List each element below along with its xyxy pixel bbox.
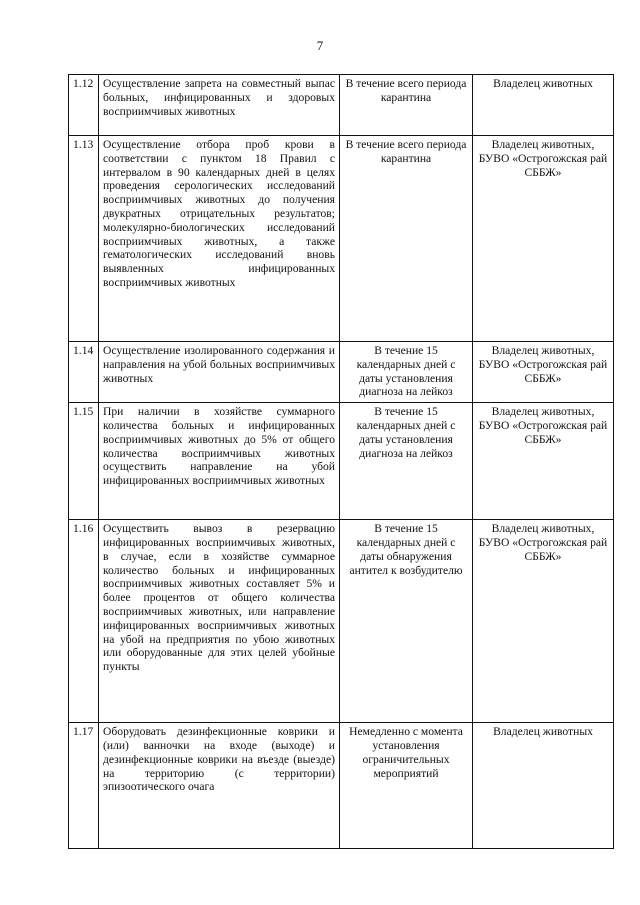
- measures-table: [68, 74, 614, 849]
- action-cell: Оборудовать дезинфекционные коврики и (или) ванночки на входе (выходе) и дезинфекционные коврики на въезде (выезде) на территорию (с территории) эпизоотического очага: [99, 723, 340, 849]
- term-cell: В течение всего периода карантина: [340, 75, 473, 136]
- term-cell: Немедленно с момента установления ограничительных мероприятий: [340, 723, 473, 849]
- table-row: [69, 342, 614, 403]
- row-number: 1.16: [69, 520, 99, 723]
- term-cell: В течение 15 календарных дней с даты обнаружения антител к возбудителю: [340, 520, 473, 723]
- responsible-cell: Владелец животных: [473, 723, 614, 849]
- term-cell: В течение всего периода карантина: [340, 136, 473, 342]
- responsible-cell: Владелец животных, БУВО «Острогожская рай СББЖ»: [473, 342, 614, 403]
- term-cell: В течение 15 календарных дней с даты установления диагноза на лейкоз: [340, 403, 473, 520]
- table-row: [69, 520, 614, 723]
- table-row: [69, 723, 614, 849]
- action-cell: Осуществление отбора проб крови в соответствии с пунктом 18 Правил с интервалом в 90 календарных дней в целях проведения серологических исследований восприимчивых животных до получения двукратных отрицательных результатов; молекулярно-биологических исследований восприимчивых животных, а также гематологических исследований вновь выявленных инфицированных восприимчивых животных: [99, 136, 340, 342]
- term-cell: В течение 15 календарных дней с даты установления диагноза на лейкоз: [340, 342, 473, 403]
- page-number: 7: [316, 38, 324, 53]
- responsible-cell: Владелец животных, БУВО «Острогожская рай СББЖ»: [473, 136, 614, 342]
- row-number: 1.15: [69, 403, 99, 520]
- responsible-cell: Владелец животных: [473, 75, 614, 136]
- action-cell: При наличии в хозяйстве суммарного количества больных и инфицированных восприимчивых животных до 5% от общего количества восприимчивых животных осуществить направление на убой инфицированных восприимчивых животных: [99, 403, 340, 520]
- table-row: [69, 75, 614, 136]
- row-number: 1.17: [69, 723, 99, 849]
- action-cell: Осуществление изолированного содержания и направления на убой больных восприимчивых животных: [99, 342, 340, 403]
- row-number: 1.13: [69, 136, 99, 342]
- responsible-cell: Владелец животных, БУВО «Острогожская рай СББЖ»: [473, 403, 614, 520]
- row-number: 1.14: [69, 342, 99, 403]
- table-row: [69, 136, 614, 342]
- row-number: 1.12: [69, 75, 99, 136]
- table-row: [69, 403, 614, 520]
- responsible-cell: Владелец животных, БУВО «Острогожская рай СББЖ»: [473, 520, 614, 723]
- action-cell: Осуществление запрета на совместный выпас больных, инфицированных и здоровых восприимчивых животных: [99, 75, 340, 136]
- action-cell: Осуществить вывоз в резервацию инфицированных восприимчивых животных, в случае, если в хозяйстве суммарное количество больных и инфицированных восприимчивых животных составляет 5% и более процентов от общего количества восприимчивых животных, или направление инфицированных восприимчивых животных на убой на предприятия по убою животных или оборудованные для этих целей убойные пункты: [99, 520, 340, 723]
